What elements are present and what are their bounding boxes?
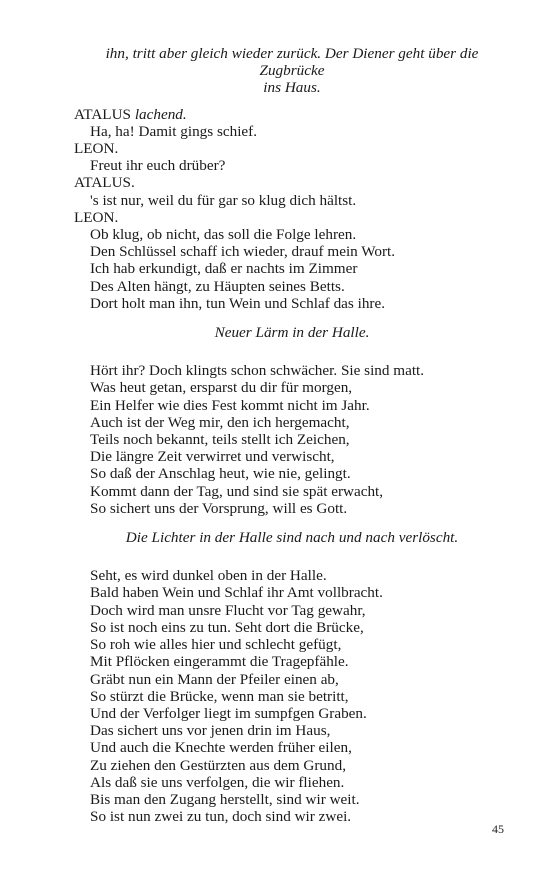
verse-line: Mit Pflöcken eingerammt die Tragepfähle.	[90, 653, 349, 671]
page-number: 45	[492, 822, 504, 836]
verse-line: So stürzt die Brücke, wenn man sie betritt,	[90, 687, 349, 705]
stage-direction: Die Lichter in der Halle sind nach und nach verlöscht.	[125, 529, 459, 547]
speech-leon-1	[74, 140, 510, 174]
verse-line: Doch wird man unsre Flucht vor Tag gewahr,	[90, 601, 366, 619]
verse-line: So sichert uns der Vorsprung, will es Gott.	[90, 499, 348, 517]
verse-line: Was heut getan, ersparst du dir für morgen,	[90, 379, 353, 397]
verse-line: Ha, ha! Damit gings schief.	[90, 122, 258, 140]
verse-line: Hört ihr? Doch klingts schon schwächer. Sie sind matt.	[90, 362, 425, 380]
verse-line: So ist noch eins zu tun. Seht dort die Brücke,	[90, 618, 364, 636]
stage-direction: Neuer Lärm in der Halle.	[214, 324, 370, 342]
verse-line: So ist nun zwei zu tun, doch sind wir zwei.	[90, 808, 352, 826]
verse-line: Bald haben Wein und Schlaf ihr Amt vollbracht.	[90, 584, 383, 602]
speaker-name: LEON.	[74, 140, 119, 158]
verse-line: Seht, es wird dunkel oben in der Halle.	[90, 567, 327, 585]
verse-line: Auch ist der Weg mir, den ich hergemacht,	[90, 413, 350, 431]
speaker-name: ATALUS.	[74, 174, 135, 192]
speaker-direction: lachend.	[134, 105, 187, 123]
play-text-page	[74, 45, 510, 825]
verse-line: Teils noch bekannt, teils stellt ich Zeichen,	[90, 431, 350, 449]
verse-line: Ein Helfer wie dies Fest kommt nicht im Jahr.	[90, 396, 370, 414]
stage-direction-line: ins Haus.	[263, 79, 321, 97]
speaker-heading	[74, 106, 510, 123]
speech-atalus-2	[74, 174, 510, 208]
verse-line: Bis man den Zugang herstellt, sind wir weit.	[90, 790, 360, 808]
verse-line: Ob klug, ob nicht, das soll die Folge lehren.	[90, 226, 357, 244]
speaker-name: LEON.	[74, 208, 119, 226]
verse-line: 's ist nur, weil du für gar so klug dich hältst.	[90, 191, 357, 209]
verse-line: Als daß sie uns verfolgen, die wir fliehen.	[90, 773, 345, 791]
speech-atalus-1	[74, 106, 510, 140]
verse-block-3	[74, 567, 510, 825]
verse-block-2	[74, 362, 510, 517]
verse-line: Ich hab erkundigt, daß er nachts im Zimmer	[90, 260, 358, 278]
speaker-name: ATALUS	[74, 105, 132, 123]
stage-direction-opening	[74, 45, 510, 97]
verse-line: Und der Verfolger liegt im sumpfgen Graben.	[90, 704, 367, 722]
verse-line: Des Alten hängt, zu Häupten seines Betts.	[90, 277, 345, 295]
verse-line: Zu ziehen den Gestürzten aus dem Grund,	[90, 756, 346, 774]
verse-line: Das sichert uns vor jenen drin im Haus,	[90, 722, 331, 740]
verse-line: Und auch die Knechte werden früher eilen,	[90, 739, 352, 757]
verse-line: Die längre Zeit verwirret und verwischt,	[90, 448, 335, 466]
verse-line: So roh wie alles hier und schlecht gefügt,	[90, 636, 342, 654]
verse-line: Dort holt man ihn, tun Wein und Schlaf das ihre.	[90, 294, 386, 312]
verse-line: Den Schlüssel schaff ich wieder, drauf mein Wort.	[90, 243, 396, 261]
verse-line: Kommt dann der Tag, und sind sie spät erwacht,	[90, 482, 384, 500]
verse-line: Gräbt nun ein Mann der Pfeiler einen ab,	[90, 670, 339, 688]
speech-leon-2	[74, 209, 510, 312]
verse-line: So daß der Anschlag heut, wie nie, gelingt.	[90, 465, 351, 483]
verse-line: Freut ihr euch drüber?	[90, 157, 226, 175]
stage-direction-line: ihn, tritt aber gleich wieder zurück. Der Diener geht über die Zugbrücke	[105, 45, 479, 80]
